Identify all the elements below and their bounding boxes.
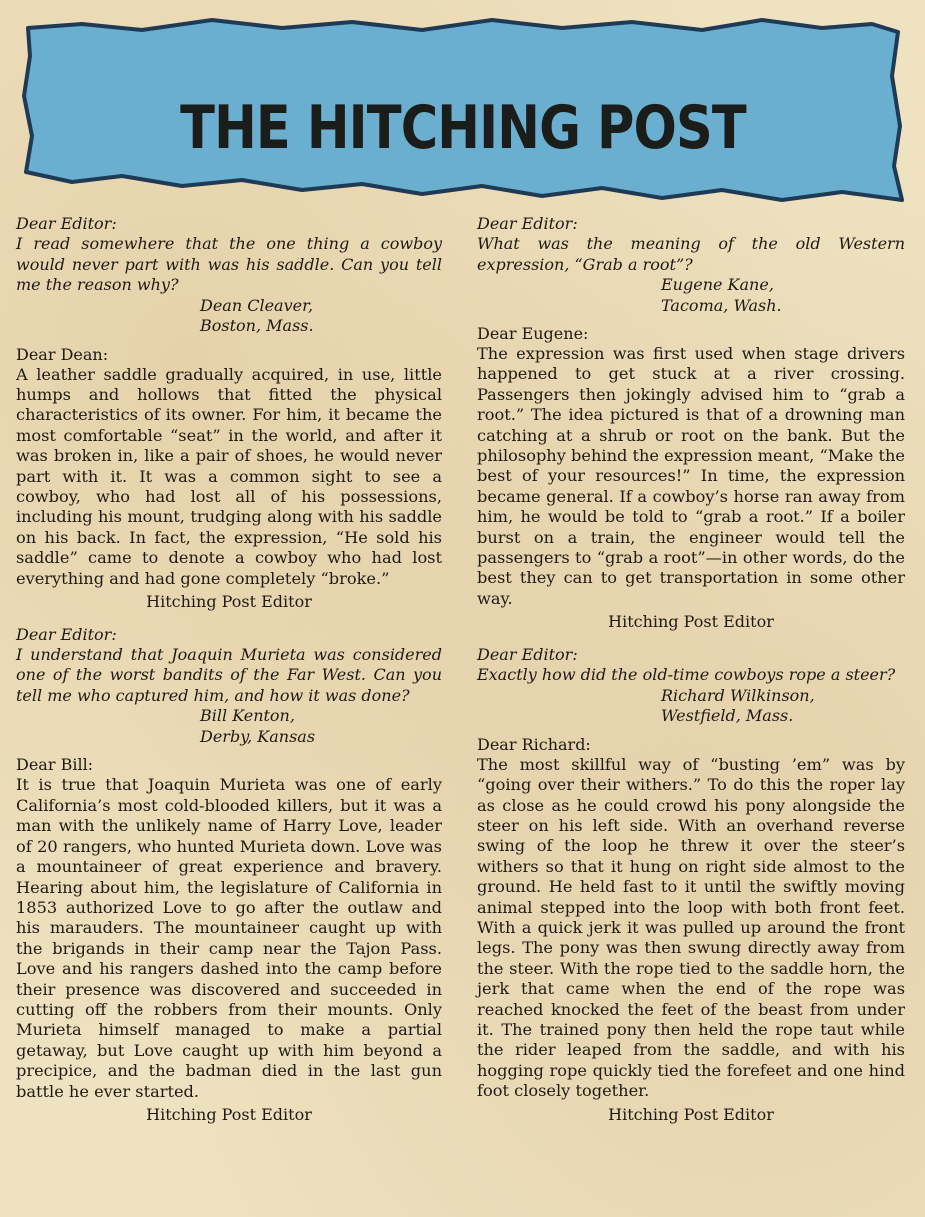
title-banner [22,16,904,206]
page-title: THE HITCHING POST [180,93,746,163]
editor-answer: The expression was first used when stage drivers happened to get stuck at a river crossing. Passengers then jokingly advised him to “grab a root.” The idea pictured is that of a drowning man catching at a shrub or root on the bank. But the philosophy behind the expression meant, “Make the best of your resources!” In time, the expression became general. If a cowboy’s horse ran away from him, he would be told to “grab a root.” If a boiler burst on a train, the engineer would tell the passengers to “grab a root”—in other words, do the best they can to get transportation in some other way. [477,344,905,608]
editor-signature: Hitching Post Editor [146,1104,312,1124]
letter-salutation: Dear Editor: [477,645,578,665]
reader-place: Westfield, Mass. [661,706,794,726]
reader-name: Richard Wilkinson, [661,685,815,705]
reader-question: What was the meaning of the old Western expression, “Grab a root”? [477,234,905,274]
reply-salutation: Dear Richard: [477,734,591,754]
editor-signature: Hitching Post Editor [608,1104,774,1124]
letter-salutation: Dear Editor: [477,214,578,233]
editor-signature: Hitching Post Editor [146,591,312,611]
reader-question: I understand that Joaquin Murieta was considered one of the worst bandits of the Far West. Can you tell me who captured him, and how it was done? [16,644,442,705]
editor-answer: A leather saddle gradually acquired, in use, little humps and hollows that fitted the physical characteristics of its owner. For him, it became the most comfortable “seat” in the world, and after it was broken in, like a pair of shoes, he would never part with it. It was a common sight to see a cowboy, who had lost all of his possessions, including his mount, trudging along with his saddle on his back. In fact, the expression, “He sold his saddle” came to denote a cowboy who had lost everything and had gone completely “broke.” [16,364,442,588]
reader-name: Dean Cleaver, [200,295,314,315]
reader-place: Boston, Mass. [200,316,314,335]
editor-answer: It is true that Joaquin Murieta was one of early California’s most cold-blooded killers, but it was a man with the unlikely name of Harry Love, leader of 20 rangers, who hunted Murieta down. Love was a mountaineer of great experience and bravery. Hearing about him, the legislature of California in 1853 authorized Love to go after the outlaw and his marauders. The mountaineer caught up with the brigands in their camp near the Tajon Pass. Love and his rangers dashed into the camp before their presence was discovered and succeeded in cutting off the robbers from their mounts. Only Murieta himself managed to make a partial getaway, but Love caught up with him beyond a precipice, and the badman died in the last gun battle he ever started. [16,775,442,1101]
reader-name: Bill Kenton, [200,706,295,726]
reply-salutation: Dear Bill: [16,755,94,775]
reply-salutation: Dear Eugene: [477,324,589,343]
letter-salutation: Dear Editor: [16,214,117,233]
reply-salutation: Dear Dean: [16,344,109,364]
right-column [477,214,905,1126]
reader-name: Eugene Kane, [661,275,774,294]
left-column [16,214,442,1126]
editor-answer: The most skillful way of “busting ’em” was by “going over their withers.” To do this the roper lay as close as he could crowd his pony alongside the steer on his left side. With an overhand reverse swing of the loop he threw it over the steer’s withers so that it hung on right side almost to the ground. He held fast to it until the swiftly moving animal stepped into the loop with both front feet. With a quick jerk it was pulled up around the front legs. The pony was then swung directly away from the steer. With the rope tied to the saddle horn, the jerk that came when the end of the rope was reached knocked the feet of the beast from under it. The trained pony then held the rope taut while the rider leaped from the saddle, and with his hogging rope quickly tied the forefeet and one hind foot closely together. [477,754,905,1101]
reader-question: Exactly how did the old-time cowboys rope a steer? [477,665,896,685]
editor-signature: Hitching Post Editor [608,612,774,632]
letter-salutation: Dear Editor: [16,624,117,644]
reader-place: Tacoma, Wash. [661,295,782,315]
reader-place: Derby, Kansas [200,726,316,746]
reader-question: I read somewhere that the one thing a cowboy would never part with was his saddle. Can you tell me the reason why? [16,234,442,294]
